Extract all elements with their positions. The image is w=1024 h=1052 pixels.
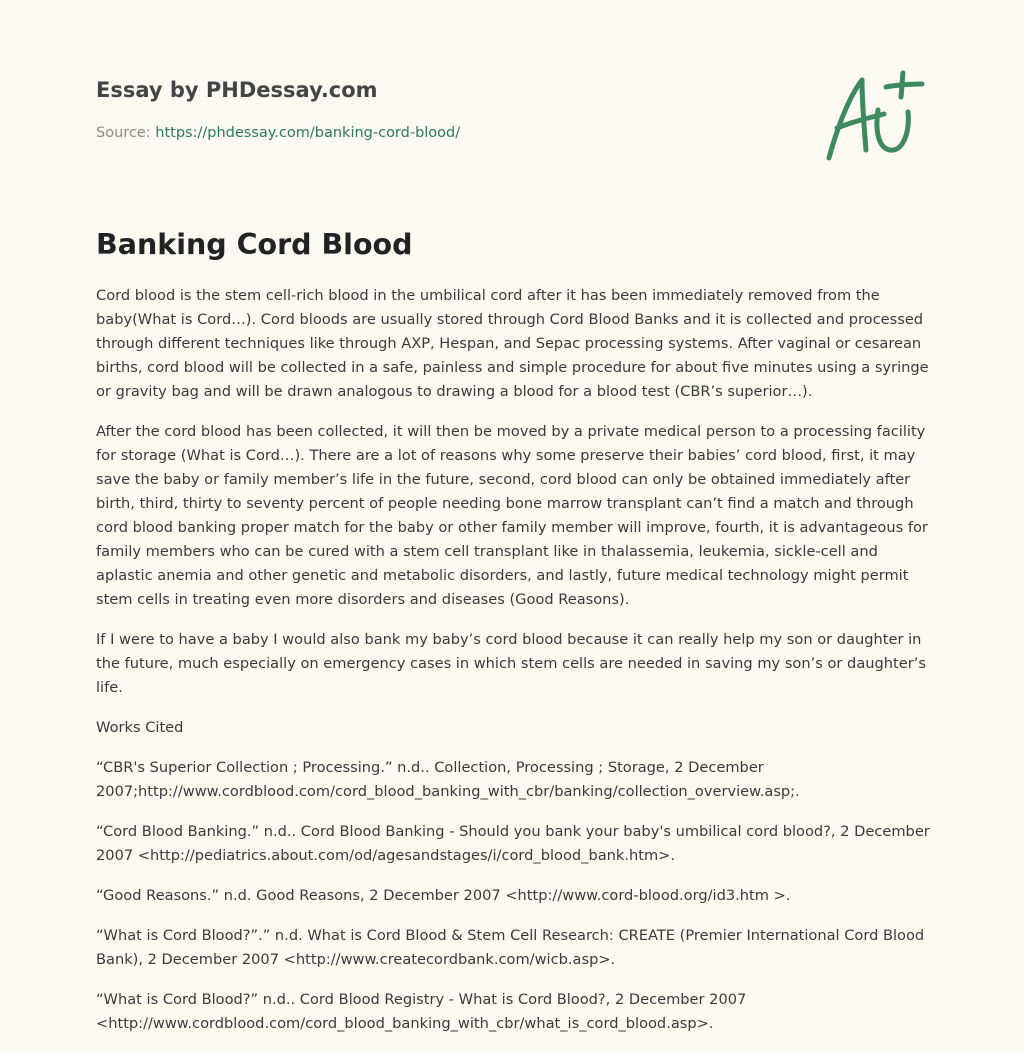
essay-paragraph: After the cord blood has been collected, it will then be moved by a private medical person to a processing facility for storage (What is Cord…). There are a lot of reasons why some preserve their babies’ cord blood, first, it may save the baby or family member’s life in the future, second, cord blood can only be obtained immediately after birth, third, thirty to seventy percent of people needing bone marrow transplant can’t find a match and through cord blood banking proper match for the baby or other family member will improve, fourth, it is advantageous for family members who can be cured with a stem cell transplant like in thalassemia, leukemia, sickle-cell and aplastic anemia and other genetic and metabolic disorders, and lastly, future medical technology might permit stem cells in treating even more disorders and diseases (Good Reasons). — [96, 423, 928, 608]
essay-title: Banking Cord Blood — [96, 228, 413, 261]
essay-paragraph: Cord blood is the stem cell-rich blood in the umbilical cord after it has been immediately removed from the baby(What is Cord…). Cord bloods are usually stored through Cord Blood Banks and it is collected and processed through different techniques like through AXP, Hespan, and Sepac processing systems. After vaginal or cesarean births, cord blood will be collected in a safe, painless and simple procedure for about five minutes using a syringe or gravity bag and will be drawn analogous to drawing a blood for a blood test (CBR’s superior…). — [96, 287, 929, 400]
brand-title: Essay by PHDessay.com — [96, 78, 378, 102]
essay-body — [96, 284, 936, 1052]
citation-item: “What is Cord Blood?” n.d.. Cord Blood Registry - What is Cord Blood?, 2 December 2007 <http://www.cordblood.com/cord_blood_banking_with_cbr/what_is_cord_blood.asp>. — [96, 991, 747, 1032]
page-header — [96, 76, 928, 141]
source-line — [96, 123, 460, 143]
citation-item: “What is Cord Blood?”.” n.d. What is Cord Blood & Stem Cell Research: CREATE (Premier International Cord Blood Bank), 2 December 2007 <http://www.createcordbank.com/wicb.asp>. — [96, 927, 925, 968]
citation-item: “Good Reasons.” n.d. Good Reasons, 2 December 2007 <http://www.cord-blood.org/id3.htm >. — [96, 887, 791, 904]
citation-item: “CBR's Superior Collection ; Processing.” n.d.. Collection, Processing ; Storage, 2 December 2007;http://www.cordblood.com/cord_blood_banking_with_cbr/banking/collection_overview.asp;. — [96, 759, 800, 800]
works-cited-heading: Works Cited — [96, 719, 184, 736]
source-link[interactable]: https://phdessay.com/banking-cord-blood/ — [155, 125, 461, 141]
a-plus-grade-icon — [822, 70, 926, 164]
citation-item: “Cord Blood Banking.” n.d.. Cord Blood Banking - Should you bank your baby's umbilical cord blood?, 2 December 2007 <http://pediatrics.about.com/od/agesandstages/i/cord_blood_bank.htm>. — [96, 823, 930, 864]
source-label: Source: — [96, 125, 151, 141]
essay-paragraph: If I were to have a baby I would also bank my baby’s cord blood because it can really help my son or daughter in the future, much especially on emergency cases in which stem cells are needed in saving my son’s or daughter’s life. — [96, 631, 926, 696]
